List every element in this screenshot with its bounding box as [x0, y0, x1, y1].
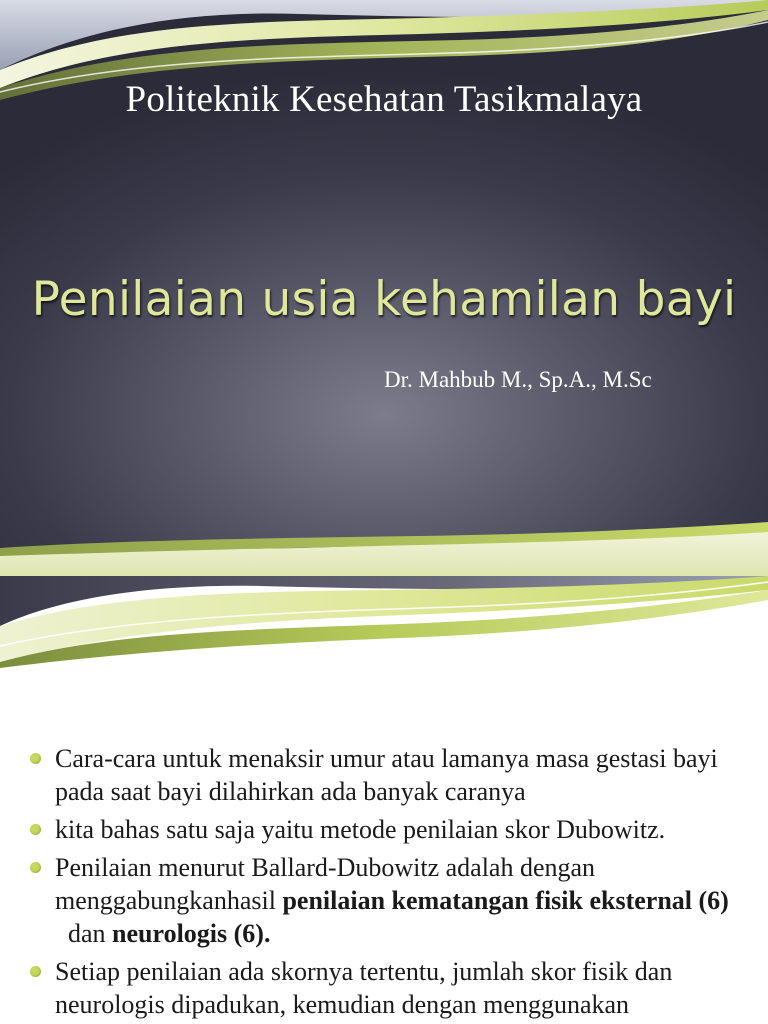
presentation-title: Penilaian usia kehamilan bayi: [31, 272, 737, 327]
header-wave-decoration: [0, 576, 768, 686]
content-slide: [0, 576, 768, 1024]
bullet-icon: [30, 862, 41, 873]
list-item: Setiap penilaian ada skornya tertentu, jumlah skor fisik dan neurologis dipadukan, kemudian dengan menggunakan: [30, 955, 765, 1021]
bold-text: penilaian kematangan fisik eksternal (6): [282, 886, 729, 915]
institution-name: Politeknik Kesehatan Tasikmalaya: [125, 79, 643, 120]
list-item: kita bahas satu saja yaitu metode penilaian skor Dubowitz.: [30, 813, 765, 846]
bullet-list: [30, 742, 765, 1024]
bold-text: neurologis (6).: [112, 919, 271, 948]
bullet-icon: [30, 824, 41, 835]
list-item: Cara-cara untuk menaksir umur atau lamanya masa gestasi bayi pada saat bayi dilahirkan ada banyak caranya: [30, 742, 765, 808]
author-name: Dr. Mahbub M., Sp.A., M.Sc: [384, 367, 652, 392]
bullet-icon: [30, 966, 41, 977]
list-item: Penilaian menurut Ballard-Dubowitz adalah dengan menggabungkanhasil penilaian kematangan fisik eksternal (6) dan neurologis (6).: [30, 851, 765, 950]
bullet-icon: [30, 753, 41, 764]
